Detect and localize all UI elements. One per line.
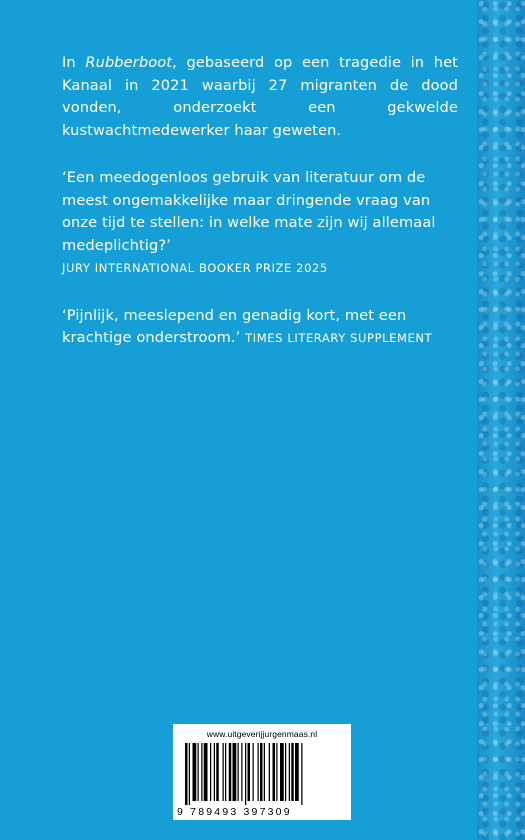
textured-edge xyxy=(477,0,525,840)
book-title: Rubberboot xyxy=(85,54,173,71)
blurb-intro: In xyxy=(62,54,86,71)
publisher-url: www.uitgeverijjurgenmaas.nl xyxy=(206,729,318,739)
quote-1-text: ‘Een meedogenloos gebruik van literatuur om de meest ongemakkelijke maar dringende vraag van onze tijd te stellen: in welke mate zijn wij allemaal medeplichtig?’ xyxy=(62,169,436,254)
quote-1 xyxy=(62,167,458,280)
quote-1-source: JURY INTERNATIONAL BOOKER PRIZE 2025 xyxy=(62,261,328,275)
blurb-paragraph xyxy=(62,52,458,142)
back-cover-text xyxy=(62,52,458,375)
barcode-block xyxy=(173,724,351,820)
quote-2-text: ‘Pijnlijk, meeslepend en genadig kort, met een krachtige onderstroom.’ xyxy=(62,306,407,346)
isbn-number: 9 789493 397309 xyxy=(177,806,292,818)
quote-2-source: TIMES LITERARY SUPPLEMENT xyxy=(245,331,433,345)
quote-2 xyxy=(62,305,458,350)
blurb-body: , gebaseerd op een tragedie in het Kanaal in 2021 waarbij 27 migranten de dood vonden, onderzoekt een gekwelde kustwachtmedewerker haar geweten. xyxy=(62,54,458,139)
barcode-icon xyxy=(185,743,339,805)
